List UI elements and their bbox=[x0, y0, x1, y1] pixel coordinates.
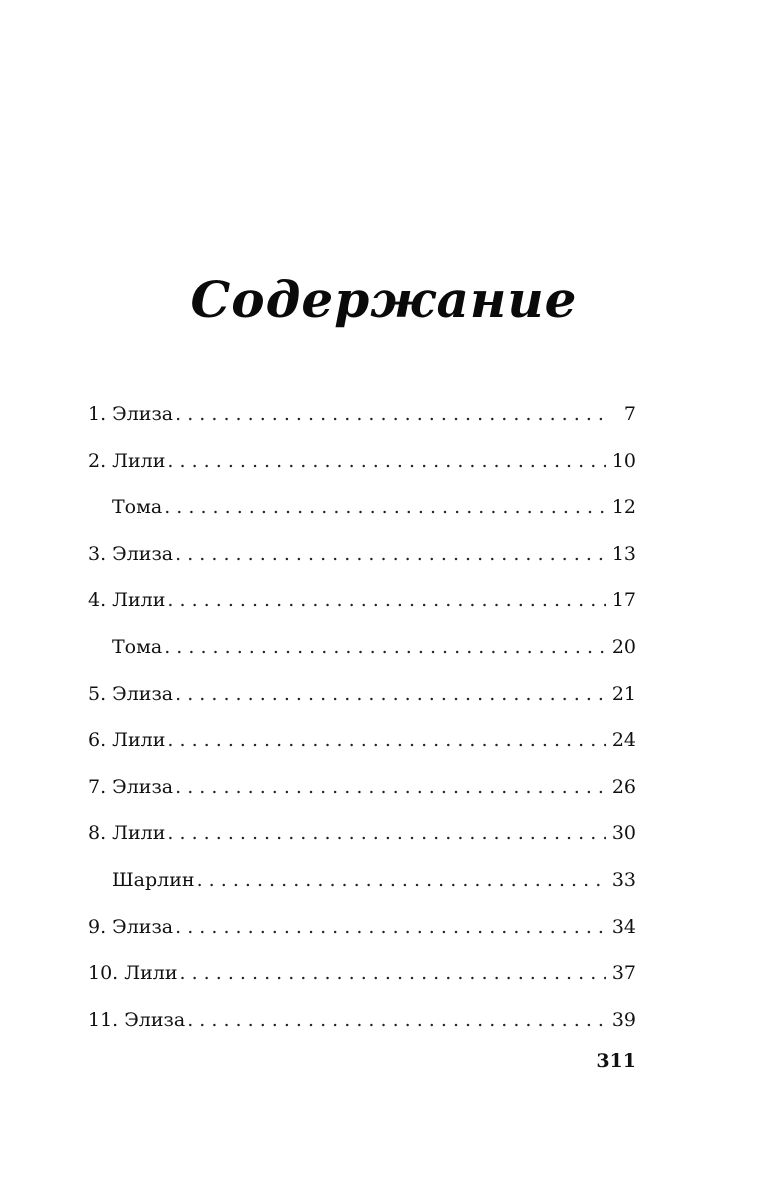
toc-entry bbox=[88, 582, 636, 629]
toc-entry-title: 11. Элиза bbox=[88, 1008, 186, 1031]
toc-entry bbox=[88, 815, 636, 862]
table-of-contents bbox=[88, 396, 636, 1048]
toc-entry bbox=[88, 629, 636, 676]
toc-entry-title: 7. Элиза bbox=[88, 775, 174, 798]
toc-entry-title: Тома bbox=[112, 496, 163, 519]
toc-entry-page: 34 bbox=[611, 915, 636, 938]
dot-leader bbox=[175, 676, 606, 712]
toc-entry bbox=[88, 862, 636, 909]
toc-entry bbox=[88, 489, 636, 536]
toc-entry bbox=[88, 909, 636, 956]
toc-entry-page: 24 bbox=[611, 729, 636, 752]
dot-leader bbox=[187, 1002, 606, 1038]
toc-entry-title: 3. Элиза bbox=[88, 542, 174, 565]
dot-leader bbox=[164, 629, 606, 665]
toc-entry-page: 30 bbox=[611, 822, 636, 845]
dot-leader bbox=[167, 443, 605, 479]
page-number: 311 bbox=[596, 1050, 636, 1072]
toc-entry-title: 9. Элиза bbox=[88, 915, 174, 938]
dot-leader bbox=[167, 582, 605, 618]
toc-entry-page: 37 bbox=[611, 962, 636, 985]
toc-entry-page: 39 bbox=[611, 1008, 636, 1031]
toc-entry bbox=[88, 396, 636, 443]
toc-entry-page: 7 bbox=[623, 403, 636, 425]
toc-entry-title: Шарлин bbox=[112, 868, 195, 891]
toc-entry-page: 10 bbox=[611, 449, 636, 472]
toc-entry-page: 17 bbox=[611, 589, 636, 612]
toc-entry-title: 8. Лили bbox=[88, 822, 166, 845]
toc-entry-title: 6. Лили bbox=[88, 729, 166, 752]
dot-leader bbox=[197, 862, 606, 898]
toc-entry bbox=[88, 443, 636, 490]
toc-entry-title: 2. Лили bbox=[88, 449, 166, 472]
toc-entry bbox=[88, 1002, 636, 1049]
dot-leader bbox=[175, 909, 606, 945]
toc-entry-title: 1. Элиза bbox=[88, 403, 174, 425]
dot-leader bbox=[164, 489, 606, 525]
toc-entry bbox=[88, 955, 636, 1002]
dot-leader bbox=[175, 396, 608, 432]
toc-entry-page: 21 bbox=[611, 682, 636, 705]
dot-leader bbox=[175, 769, 606, 805]
toc-entry-page: 12 bbox=[611, 496, 636, 519]
dot-leader bbox=[167, 815, 605, 851]
toc-entry-page: 33 bbox=[611, 868, 636, 891]
toc-entry-title: 10. Лили bbox=[88, 962, 178, 985]
toc-entry bbox=[88, 676, 636, 723]
toc-entry bbox=[88, 769, 636, 816]
toc-entry-title: 4. Лили bbox=[88, 589, 166, 612]
toc-entry-title: Тома bbox=[112, 635, 163, 658]
toc-entry bbox=[88, 722, 636, 769]
toc-entry bbox=[88, 536, 636, 583]
page-title: Содержание bbox=[190, 270, 578, 329]
dot-leader bbox=[180, 955, 606, 991]
toc-entry-page: 20 bbox=[611, 635, 636, 658]
dot-leader bbox=[175, 536, 606, 572]
dot-leader bbox=[167, 722, 605, 758]
toc-entry-page: 13 bbox=[611, 542, 636, 565]
toc-entry-page: 26 bbox=[611, 775, 636, 798]
toc-entry-title: 5. Элиза bbox=[88, 682, 174, 705]
